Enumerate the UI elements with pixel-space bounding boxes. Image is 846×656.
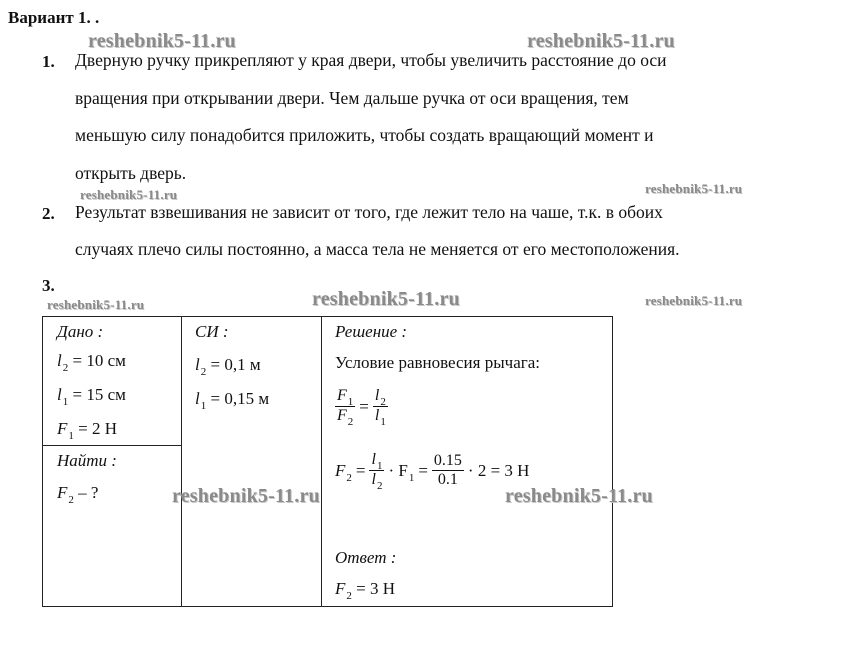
equilibrium-condition: Условие равновесия рычага: bbox=[335, 353, 540, 372]
watermark: reshebnik5-11.ru bbox=[645, 293, 743, 308]
equation-ratio: $\frac{F_1}{F_2}$ = $\frac{l_2}{l_1}$ bbox=[337, 387, 386, 428]
item-line: Результат взвешивания не зависит от того, где лежит тело на чаше, т.к. в обоих bbox=[75, 202, 663, 222]
given-item: $l_2 = 10$ см bbox=[57, 351, 126, 374]
si-item: $l_2 = 0,1$ м bbox=[195, 355, 261, 378]
item-line: меньшую силу понадобится приложить, чтобы создать вращающий момент и bbox=[75, 125, 654, 145]
watermark: reshebnik5-11.ru bbox=[88, 30, 236, 52]
watermark: reshebnik5-11.ru bbox=[505, 485, 653, 507]
watermark: reshebnik5-11.ru bbox=[47, 297, 145, 312]
column-divider bbox=[321, 317, 322, 606]
given-heading: Дано : bbox=[57, 322, 104, 341]
item-line: случаях плечо силы постоянно, а масса тела не меняется от его местоположения. bbox=[75, 239, 680, 259]
si-heading: СИ : bbox=[195, 322, 229, 341]
solution-table bbox=[42, 316, 613, 607]
item-number: 3. bbox=[42, 276, 55, 295]
watermark: reshebnik5-11.ru bbox=[80, 187, 178, 202]
solution-heading: Решение : bbox=[335, 322, 408, 341]
item-number: 1. bbox=[42, 52, 55, 71]
item-line: открыть дверь. bbox=[75, 163, 187, 183]
item-line: Дверную ручку прикрепляют у края двери, чтобы увеличить расстояние до оси bbox=[75, 50, 667, 70]
column-divider bbox=[181, 317, 182, 606]
find-item: $F_2$ – ? bbox=[57, 483, 99, 506]
given-item: $l_1 = 15$ см bbox=[57, 385, 126, 408]
watermark: reshebnik5-11.ru bbox=[527, 30, 675, 52]
page-title: Вариант 1. . bbox=[8, 8, 100, 27]
watermark: reshebnik5-11.ru bbox=[645, 181, 743, 196]
watermark: reshebnik5-11.ru bbox=[172, 485, 320, 507]
given-item: $F_1 = 2$ Н bbox=[57, 419, 118, 442]
row-divider bbox=[43, 445, 181, 446]
item-line: вращения при открывании двери. Чем дальше ручка от оси вращения, тем bbox=[75, 88, 629, 108]
equation-solution: $F_2$ = $\frac{l_1}{l_2}$ · $F_1$ = $\frac{0.15}{0.1}$ · 2 = 3 Н bbox=[335, 451, 530, 492]
answer-heading: Ответ : bbox=[335, 548, 397, 567]
si-item: $l_1 = 0,15$ м bbox=[195, 389, 270, 412]
watermark: reshebnik5-11.ru bbox=[312, 288, 460, 310]
find-heading: Найти : bbox=[57, 451, 117, 470]
item-number: 2. bbox=[42, 204, 55, 223]
answer-value: $F_2 = 3$ Н bbox=[335, 579, 396, 602]
